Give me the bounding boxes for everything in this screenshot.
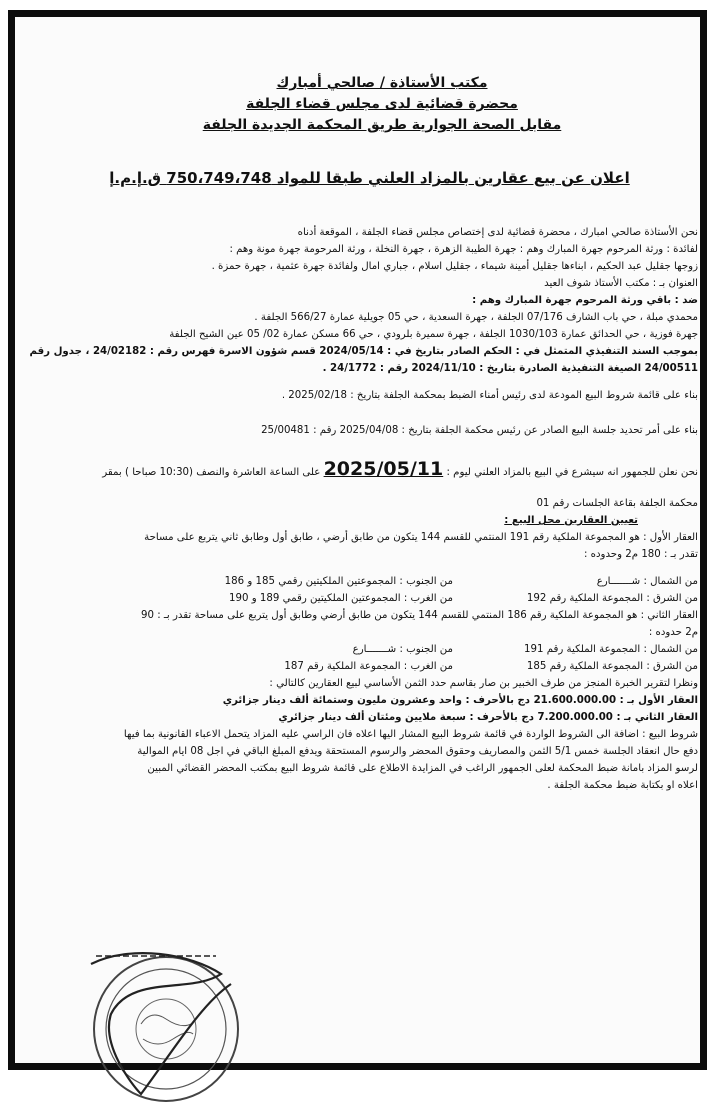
boundary-west: من الغرب : المجموعتين الملكيتين رقمي 189 و 190: [229, 593, 453, 604]
paragraph-conditions-list: بناء على قائمة شروط البيع المودعة لدى رئيس أمناء الضبط بمحكمة الجلفة بتاريخ : 2025/02/18 .: [281, 390, 698, 401]
boundary-west: من الغرب : المجموعة الملكية رقم 187: [284, 661, 453, 672]
paragraph-against: ضد : باقي ورثة المرحوم جهرة المبارك وهم :: [472, 295, 698, 306]
paragraph-property-1: العقار الأول : هو المجموعة الملكية رقم 191 المنتمي للقسم 144 يتكون من طابق أرضي ، طابق أول وطابق ثاني يتربع على مساحة: [144, 532, 698, 543]
paragraph-properties-heading: تعيين العقارين محل البيع :: [504, 515, 638, 526]
property-2-boundaries-a: [39, 641, 698, 658]
paragraph-property-1-area: تقدر بـ : 180 م2 وحدوده :: [584, 549, 698, 560]
paragraph-court-room: محكمة الجلفة بقاعة الجلسات رقم 01: [536, 498, 698, 509]
paragraph-defendants-2: جهرة فوزية ، حي الحدائق عمارة 1030/103 الجلفة ، جهرة سميرة بلرودي ، حي 66 مسكن عمارة 02/ 05 عين الشيح الجلفة: [169, 329, 698, 340]
paragraph-judgment: بموجب السند التنفيذي المتمثل في : الحكم الصادر بتاريخ في : 2024/05/14 قسم شؤون الاسرة فهرس رقم : 24/02182 ، جدول رقم: [29, 346, 698, 357]
announcement-body: [29, 224, 698, 794]
boundary-south: من الجنوب : شـــــــارع: [352, 644, 453, 655]
auction-time: على الساعة العاشرة والنصف (10:30 صباحا ) بمقر: [102, 467, 321, 478]
paragraph-expert-report: ونظرا لتقرير الخبرة المنجز من طرف الخبير بن صار بقاسم حدد الثمن الأساسي لبيع العقارين كالتالي :: [269, 678, 698, 689]
paragraph-property-2-area: م2 حدوده :: [648, 627, 698, 638]
header-line-3: مقابل الصحة الجوارية طريق المحكمة الجديدة الجلفة: [202, 117, 562, 133]
paragraph-beneficiaries-cont: زوجها جقليل عبد الحكيم ، ابناءها جقليل أمينة شيماء ، جقليل اسلام ، جباري امال ولفائدة جهرة عثمية ، جهرة حمزة .: [211, 261, 698, 272]
header-line-1: مكتب الأستاذة / صالحي أمبارك: [276, 75, 488, 91]
paragraph-property-2: العقار الثاني : هو المجموعة الملكية رقم 186 المنتمي للقسم 144 يتكون من طابق أرضي وطابق أول يتربع على مساحة تقدر بـ : 90: [141, 610, 698, 621]
boundary-east: من الشرق : المجموعة الملكية رقم 192: [526, 593, 698, 604]
auction-intro: نحن نعلن للجمهور انه سيشرع في البيع بالمزاد العلني ليوم :: [446, 467, 698, 478]
paragraph-judgment-cont: 24/00511 الصيغة التنفيذية الصادرة بتاريخ : 2024/11/10 رقم : 24/1772 .: [322, 363, 698, 374]
paragraph-sale-terms-2: دفع حال انعقاد الجلسة خمس 5/1 الثمن والمصاريف وحقوق المحضر والرسوم المستحقة ويدفع المبلغ الباقي في اجل 08 ايام الموالية: [137, 746, 698, 757]
document-frame: [8, 10, 707, 1070]
paragraph-auction-date: [39, 457, 698, 485]
paragraph-sale-terms-3: لرسو المزاد بامانة ضبط المحكمة لعلى الجمهور الراغب في المزايدة الاطلاع على قائمة شروط البيع بمكتب المحضر القضائي المبين: [147, 763, 698, 774]
paragraph-address: العنوان بـ : مكتب الأستاذ شوف العيد: [544, 278, 698, 289]
boundary-north: من الشمال : شـــــــارع: [596, 576, 698, 587]
auction-date: 2025/05/11: [323, 458, 444, 480]
paragraph-price-2: العقار الثاني بـ : 7.200.000.00 دج بالأحرف : سبعة ملايين ومئتان ألف دينار جزائري: [278, 712, 698, 723]
boundary-south: من الجنوب : المجموعتين الملكيتين رقمي 185 و 186: [224, 576, 453, 587]
boundary-north: من الشمال : المجموعة الملكية رقم 191: [524, 644, 698, 655]
paragraph-beneficiaries: لفائدة : ورثة المرحوم جهرة المبارك وهم : جهرة الطيبة الزهرة ، جهرة النخلة ، ورثة المرحومة جهرة مونة وهم :: [229, 244, 698, 255]
paragraph-order: بناء على أمر تحديد جلسة البيع الصادر عن رئيس محكمة الجلفة بتاريخ : 2025/04/08 رقم : 25/00481: [261, 425, 698, 436]
paragraph-sale-terms-4: اعلاه او بكتابة ضبط محكمة الجلفة .: [547, 780, 698, 791]
paragraph-price-1: العقار الأول بـ : 21.600.000.00 دج بالأحرف : واحد وعشرون مليون وستمائة ألف دينار جزائري: [222, 695, 698, 706]
property-1-boundaries-a: [39, 573, 698, 590]
office-header: [122, 73, 642, 136]
paragraph-defendants-1: محمدي مبلة ، حي باب الشارف 07/176 الجلفة ، جهرة السعدية ، حي 05 جويلية عمارة 566/27 الجلفة .: [254, 312, 698, 323]
paragraph-sale-terms-1: شروط البيع : اضافة الى الشروط الواردة في قائمة شروط البيع المشار اليها اعلاه فان الراسي عليه المزاد يتحمل الاعباء القانونية بما فيها: [123, 729, 698, 740]
announcement-title: اعلان عن بيع عقارين بالمزاد العلني طبقا للمواد 750،749،748 ق.إ.م.إ: [109, 169, 630, 187]
property-1-boundaries-b: [39, 590, 698, 607]
paragraph-bailiff: نحن الأستاذة صالحي امبارك ، محضرة قضائية لدى إختصاص مجلس قضاء الجلفة ، الموقعة أدناه: [297, 227, 698, 238]
header-line-2: محضرة قضائية لدى مجلس قضاء الجلفة: [246, 96, 518, 112]
official-stamp-icon: [71, 934, 251, 1104]
boundary-east: من الشرق : المجموعة الملكية رقم 185: [526, 661, 698, 672]
document-page: [29, 39, 702, 1069]
property-2-boundaries-b: [39, 658, 698, 675]
